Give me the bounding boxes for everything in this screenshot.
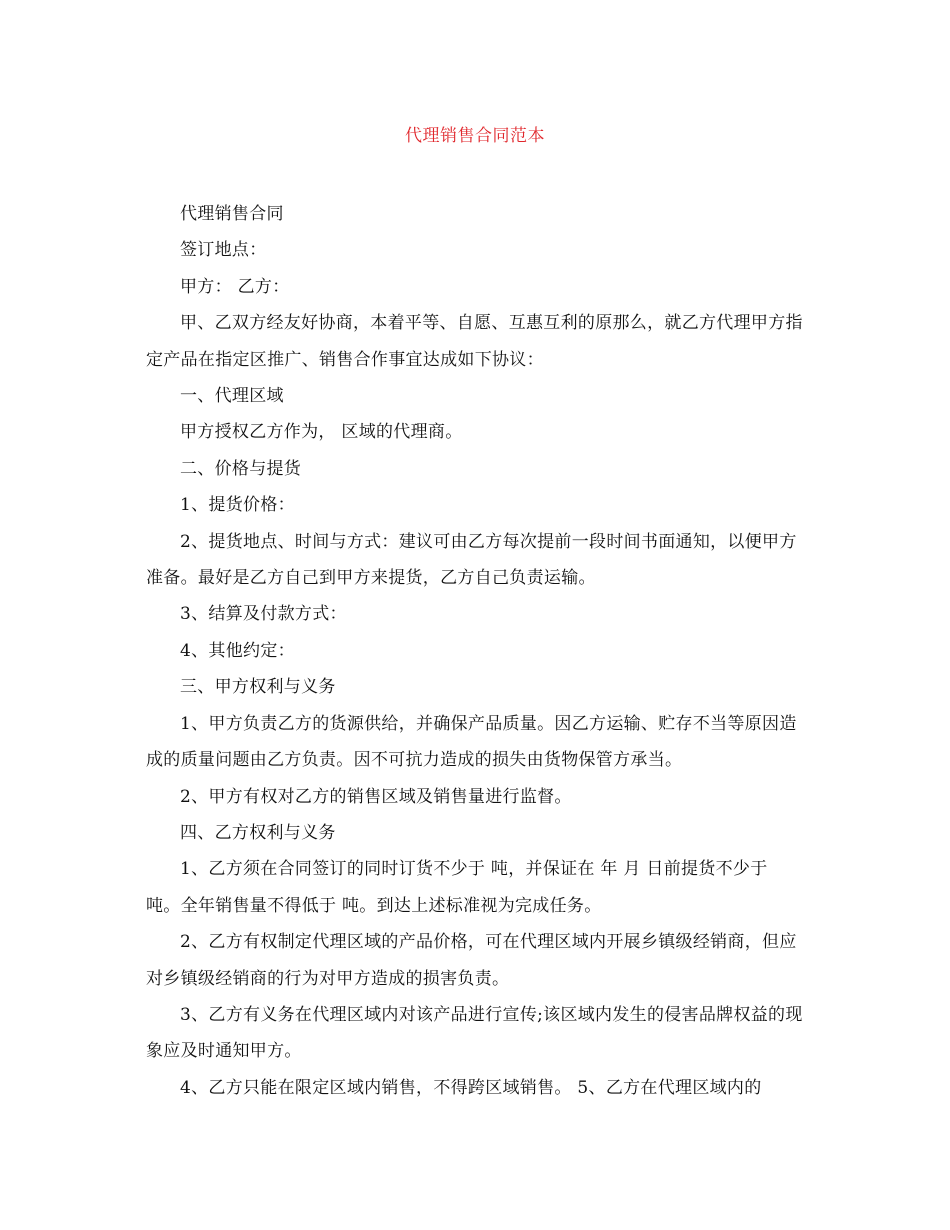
paragraph: 4、其他约定：	[180, 640, 295, 661]
paragraph: 1、提货价格：	[180, 495, 295, 516]
paragraph: 2、乙方有权制定代理区域的产品价格，可在代理区域内开展乡镇级经销商，但应对乡镇级经销商的行为对甲方造成的损害负责。	[146, 932, 797, 989]
paragraph: 2、甲方有权对乙方的销售区域及销售量进行监督。	[180, 786, 572, 807]
paragraph: 甲方： 乙方：	[180, 276, 290, 297]
paragraph: 甲方授权乙方作为， 区域的代理商。	[180, 422, 463, 443]
paragraph: 4、乙方只能在限定区域内销售，不得跨区域销售。 5、乙方在代理区域内的	[180, 1077, 762, 1098]
document-body	[146, 196, 806, 1106]
paragraph: 代理销售合同	[180, 204, 284, 224]
paragraph: 1、乙方须在合同签订的同时订货不少于 吨，并保证在 年 月 日前提货不少于 吨。全年销售量不得低于 吨。到达上述标准视为完成任务。	[146, 859, 768, 916]
paragraph: 3、结算及付款方式：	[180, 604, 347, 625]
paragraph: 2、提货地点、时间与方式：建议可由乙方每次提前一段时间书面通知，以便甲方准备。最好是乙方自己到甲方来提货，乙方自己负责运输。	[146, 531, 797, 589]
section-heading: 三、甲方权利与义务	[180, 677, 336, 698]
section-heading: 一、代理区域	[180, 386, 284, 407]
section-heading: 二、价格与提货	[180, 458, 302, 479]
paragraph: 1、甲方负责乙方的货源供给，并确保产品质量。因乙方运输、贮存不当等原因造成的质量问题由乙方负责。因不可抗力造成的损失由货物保管方承当。	[146, 713, 797, 771]
paragraph: 甲、乙双方经友好协商，本着平等、自愿、互惠互利的原那么，就乙方代理甲方指定产品在指定区推广、销售合作事宜达成如下协议：	[146, 313, 803, 370]
paragraph: 3、乙方有义务在代理区域内对该产品进行宣传;该区域内发生的侵害品牌权益的现象应及时通知甲方。	[146, 1004, 803, 1062]
document-title: 代理销售合同范本	[405, 126, 545, 146]
section-heading: 四、乙方权利与义务	[180, 822, 336, 843]
paragraph: 签订地点：	[180, 240, 267, 261]
